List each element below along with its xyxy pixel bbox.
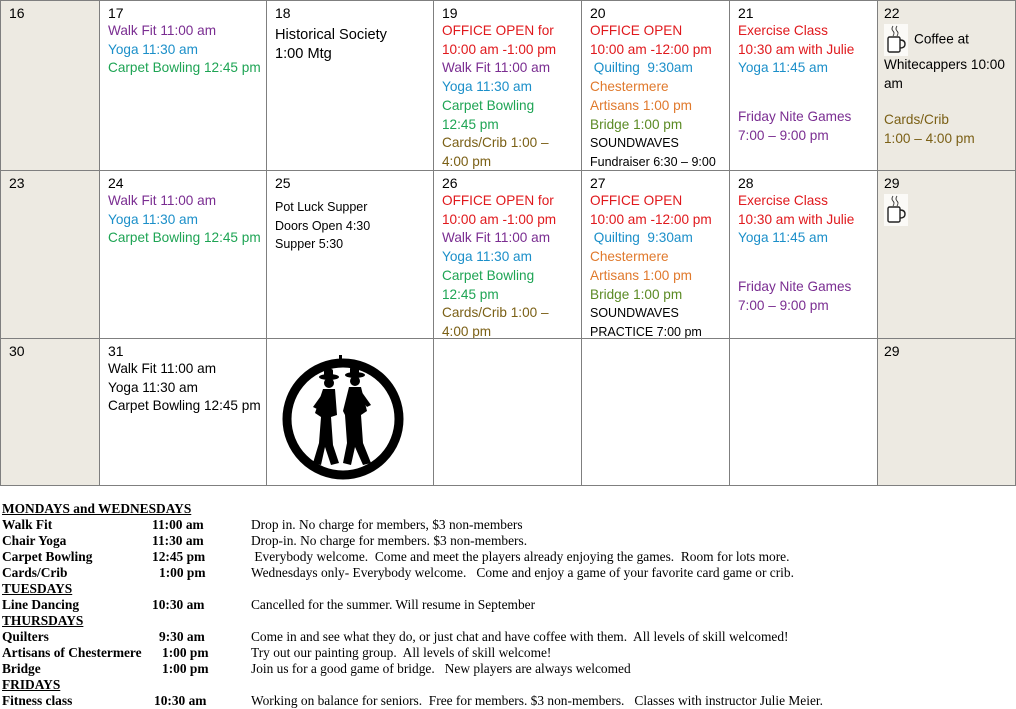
day-number: 25	[275, 175, 291, 191]
activity-name: Line Dancing	[2, 597, 80, 612]
day-number: 24	[108, 175, 124, 191]
carpet-bowling-event: Carpet Bowling	[442, 97, 535, 113]
walk-fit-event: Walk Fit 11:00 am	[108, 23, 217, 38]
office-open-event: OFFICE OPEN	[590, 193, 683, 208]
doors-open-time: Doors Open 4:30	[275, 218, 371, 233]
day-number: 23	[9, 175, 25, 191]
coffee-time-suffix: am	[884, 75, 903, 91]
day-cell-27	[582, 171, 730, 339]
empty-cell	[582, 339, 730, 486]
carpet-bowling-event: Carpet Bowling	[442, 267, 535, 283]
carpet-bowling-event: Carpet Bowling 12:45 pm	[108, 398, 261, 414]
day-number: 16	[9, 5, 25, 21]
soundwaves-fundraiser-time: Fundraiser 6:30 – 9:00	[590, 154, 716, 169]
historical-society-time: 1:00 Mtg	[275, 45, 332, 62]
activity-description: Try out our painting group. All levels of skill welcome!	[251, 645, 552, 660]
cards-crib-time: 1:00 – 4:00 pm	[884, 131, 975, 147]
day-cell-28	[730, 171, 878, 339]
legend-row	[2, 533, 1012, 549]
activity-description: Come in and see what they do, or just chat and have coffee with them. All levels of skill welcomed!	[251, 629, 789, 644]
activity-time: 11:00 am	[152, 517, 204, 532]
legend-row	[2, 549, 1012, 565]
day-number: 20	[590, 5, 606, 21]
activity-time: 12:45 pm	[152, 549, 206, 564]
day-number: 29	[884, 343, 900, 359]
soundwaves-event: SOUNDWAVES	[590, 306, 679, 321]
day-cell-20	[582, 0, 730, 171]
day-cell-26	[434, 171, 582, 339]
activity-description: Working on balance for seniors. Free for members. $3 non-members. Classes with instructor Julie Meier.	[251, 693, 823, 708]
legend-row	[2, 517, 1012, 533]
activity-description: Join us for a good game of bridge. New players are always welcomed	[251, 661, 631, 676]
day-number: 28	[738, 175, 754, 191]
coffee-mug-icon	[884, 194, 908, 226]
coffee-mug-icon	[884, 24, 908, 56]
office-open-hours: 10:00 am -1:00 pm	[442, 211, 557, 227]
walk-fit-event: Walk Fit 11:00 am	[108, 193, 217, 208]
cards-crib-event: Cards/Crib 1:00 –	[442, 135, 549, 151]
legend-heading-mon-wed: MONDAYS and WEDNESDAYS	[2, 501, 192, 516]
quilting-event: Quilting 9:30am	[590, 60, 693, 76]
office-open-hours: 10:00 am -12:00 pm	[590, 211, 712, 227]
activity-name: Carpet Bowling	[2, 549, 93, 564]
cards-crib-time: 4:00 pm	[442, 323, 492, 339]
activity-name: Quilters	[2, 629, 49, 644]
day-number: 17	[108, 5, 124, 21]
cards-crib-event: Cards/Crib	[884, 112, 949, 128]
line-dancers-logo	[273, 355, 413, 486]
activity-description: Cancelled for the summer. Will resume in September	[251, 597, 536, 612]
cards-crib-time: 4:00 pm	[442, 153, 492, 169]
activity-time: 1:00 pm	[162, 645, 209, 660]
day-number: 31	[108, 343, 124, 359]
walk-fit-event: Walk Fit 11:00 am	[108, 361, 217, 376]
exercise-class-time: 10:30 am with Julie	[738, 41, 855, 57]
soundwaves-practice-time: PRACTICE 7:00 pm	[590, 324, 702, 339]
activity-name: Chair Yoga	[2, 533, 67, 548]
day-cell-22	[878, 0, 1016, 171]
day-cell-18	[267, 0, 434, 171]
dancers-logo-cell	[267, 339, 434, 486]
carpet-bowling-event: Carpet Bowling 12:45 pm	[108, 230, 261, 246]
cards-crib-event: Cards/Crib 1:00 –	[442, 305, 549, 321]
artisans-event: Chestermere	[590, 249, 669, 265]
day-cell-23	[0, 171, 100, 339]
legend-row	[2, 693, 1012, 709]
exercise-class-time: 10:30 am with Julie	[738, 211, 855, 227]
bridge-event: Bridge 1:00 pm	[590, 116, 683, 132]
day-cell-16	[0, 0, 100, 171]
activity-name: Bridge	[2, 661, 41, 676]
legend-heading-tuesdays: TUESDAYS	[2, 581, 73, 596]
bridge-event: Bridge 1:00 pm	[590, 286, 683, 302]
activity-description: Everybody welcome. Come and meet the players already enjoying the games. Room for lots more.	[251, 549, 790, 564]
day-number: 22	[884, 5, 900, 21]
artisans-time: Artisans 1:00 pm	[590, 267, 692, 283]
activity-description: Wednesdays only- Everybody welcome. Come and enjoy a game of your favorite card game or crib.	[251, 565, 794, 580]
activity-description: Drop-in. No charge for members. $3 non-members.	[251, 533, 528, 548]
supper-time: Supper 5:30	[275, 237, 344, 252]
artisans-event: Chestermere	[590, 79, 669, 95]
legend-row	[2, 629, 1012, 645]
day-cell-31	[100, 339, 267, 486]
day-cell-29	[878, 171, 1016, 339]
exercise-class-event: Exercise Class	[738, 23, 828, 38]
empty-cell	[730, 339, 878, 486]
day-cell-19	[434, 0, 582, 171]
office-open-hours: 10:00 am -1:00 pm	[442, 41, 557, 57]
legend-heading-fridays: FRIDAYS	[2, 677, 61, 692]
activity-name: Artisans of Chestermere	[2, 645, 142, 660]
activity-time: 9:30 am	[159, 629, 205, 644]
carpet-bowling-time: 12:45 pm	[442, 116, 499, 132]
soundwaves-event: SOUNDWAVES	[590, 136, 679, 151]
yoga-event: Yoga 11:30 am	[442, 249, 532, 265]
office-open-event: OFFICE OPEN	[590, 23, 683, 38]
day-cell-25	[267, 171, 434, 339]
day-cell-24	[100, 171, 267, 339]
day-cell-17	[100, 0, 267, 171]
quilting-event: Quilting 9:30am	[590, 230, 693, 246]
activity-name: Walk Fit	[2, 517, 53, 532]
day-number: 21	[738, 5, 754, 21]
empty-cell	[434, 339, 582, 486]
walk-fit-event: Walk Fit 11:00 am	[442, 60, 551, 76]
exercise-class-event: Exercise Class	[738, 193, 828, 208]
activity-time: 1:00 pm	[162, 661, 209, 676]
activity-name: Cards/Crib	[2, 565, 68, 580]
activity-time: 10:30 am	[152, 597, 205, 612]
carpet-bowling-time: 12:45 pm	[442, 286, 499, 302]
office-open-event: OFFICE OPEN for	[442, 23, 554, 38]
legend-row	[2, 661, 1012, 677]
coffee-location: Whitecappers 10:00	[884, 57, 1005, 72]
day-number: 27	[590, 175, 606, 191]
yoga-event: Yoga 11:30 am	[108, 211, 198, 227]
day-cell-21	[730, 0, 878, 171]
artisans-time: Artisans 1:00 pm	[590, 97, 692, 113]
yoga-event: Yoga 11:30 am	[108, 379, 198, 395]
activity-time: 10:30 am	[154, 693, 207, 708]
friday-nite-games-event: Friday Nite Games	[738, 109, 852, 125]
yoga-event: Yoga 11:45 am	[738, 60, 828, 76]
office-open-hours: 10:00 am -12:00 pm	[590, 41, 712, 57]
yoga-event: Yoga 11:45 am	[738, 230, 828, 246]
activity-name: Fitness class	[2, 693, 73, 708]
friday-nite-games-event: Friday Nite Games	[738, 279, 852, 295]
legend-row	[2, 645, 1012, 661]
day-number: 29	[884, 175, 900, 191]
friday-nite-games-time: 7:00 – 9:00 pm	[738, 297, 829, 313]
historical-society-event: Historical Society	[275, 27, 387, 43]
day-number: 30	[9, 343, 25, 359]
activity-time: 11:30 am	[152, 533, 204, 548]
yoga-event: Yoga 11:30 am	[108, 41, 198, 57]
friday-nite-games-time: 7:00 – 9:00 pm	[738, 127, 829, 143]
carpet-bowling-event: Carpet Bowling 12:45 pm	[108, 60, 261, 76]
activity-description: Drop in. No charge for members, $3 non-members	[251, 517, 523, 532]
office-open-event: OFFICE OPEN for	[442, 193, 554, 208]
day-cell-29-duplicate	[878, 339, 1016, 486]
day-number: 26	[442, 175, 458, 191]
pot-luck-event: Pot Luck Supper	[275, 200, 368, 214]
yoga-event: Yoga 11:30 am	[442, 79, 532, 95]
legend-row	[2, 565, 1012, 581]
legend-heading-thursdays: THURSDAYS	[2, 613, 84, 628]
coffee-event: Coffee at	[914, 31, 969, 47]
activity-time: 1:00 pm	[159, 565, 206, 580]
legend-row	[2, 597, 1012, 613]
walk-fit-event: Walk Fit 11:00 am	[442, 230, 551, 246]
day-number: 19	[442, 5, 458, 21]
day-number: 18	[275, 5, 291, 21]
day-cell-30	[0, 339, 100, 486]
